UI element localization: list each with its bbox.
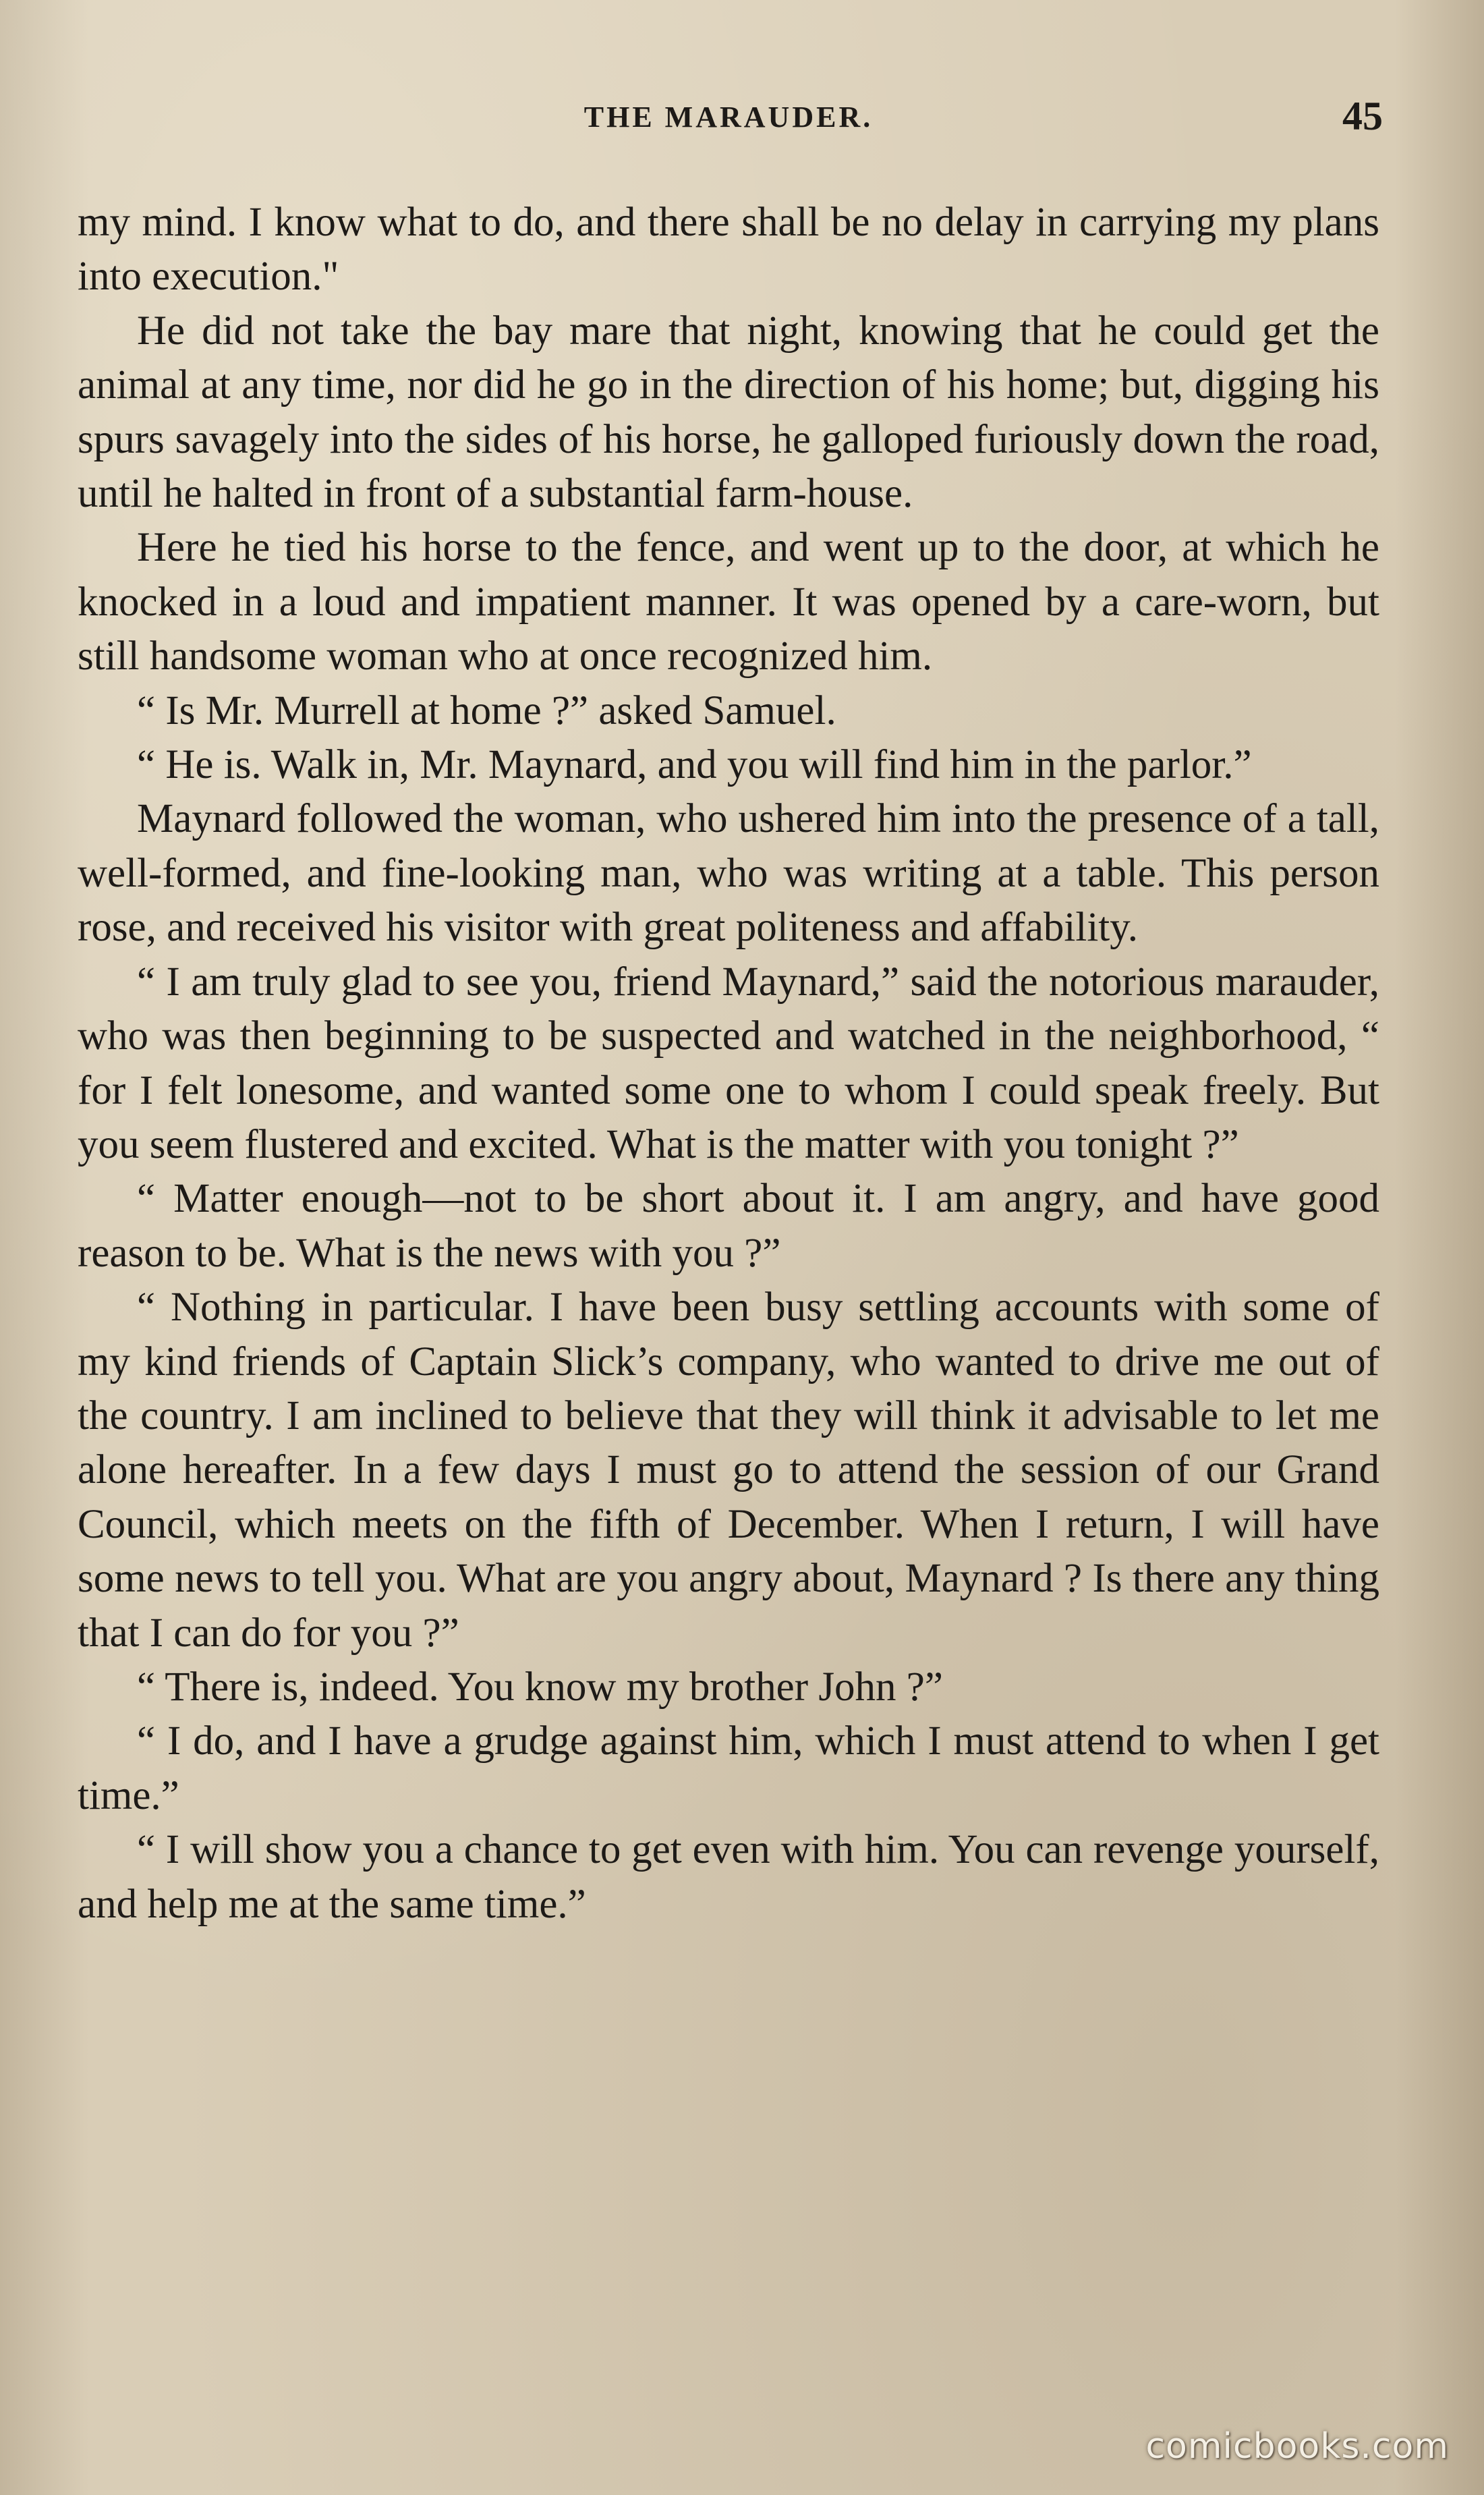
page-number: 45 xyxy=(1342,94,1383,138)
paragraph: “ I do, and I have a grudge against him, which I must attend to when I get time.” xyxy=(78,1718,1379,1818)
running-title: THE MARAUDER. xyxy=(583,101,874,134)
paragraph: “ I will show you a chance to get even with him. You can revenge yourself, and help me at the same time.” xyxy=(78,1827,1379,1927)
paragraph: He did not take the bay mare that night, knowing that he could get the animal at any time, nor did he go in the direction of his home; but, digging his spurs savagely into the sides of his horse, he galloped furiously down the road, until he halted in front of a substantial farm-house. xyxy=(78,308,1379,517)
body-text xyxy=(78,196,1379,1932)
paragraph: “ There is, indeed. You know my brother John ?” xyxy=(137,1664,943,1710)
watermark: comicbooks.com xyxy=(1145,2426,1449,2467)
paragraph: “ Is Mr. Murrell at home ?” asked Samuel. xyxy=(137,688,836,733)
page-header xyxy=(74,93,1383,147)
paragraph: Maynard followed the woman, who ushered him into the presence of a tall, well-formed, and fine-looking man, who was writing at a table. This person rose, and received his visitor with great politeness and affability. xyxy=(78,796,1379,951)
paragraph: Here he tied his horse to the fence, and went up to the door, at which he knocked in a loud and impatient manner. It was opened by a care-worn, but still handsome woman who at once recognized him. xyxy=(78,525,1379,679)
paragraph: “ He is. Walk in, Mr. Maynard, and you will find him in the parlor.” xyxy=(137,742,1252,788)
paragraph: “ I am truly glad to see you, friend Maynard,” said the notorious marauder, who was then beginning to be suspected and watched in the neighborhood, “ for I felt lonesome, and wanted some one to whom I could speak freely. But you seem flustered and excited. What is the matter with you tonight ?” xyxy=(78,959,1379,1167)
paragraph-continuation: my mind. I know what to do, and there shall be no delay in carrying my plans into execution." xyxy=(78,200,1379,300)
paragraph: “ Matter enough—not to be short about it. I am angry, and have good reason to be. What is the news with you ?” xyxy=(78,1176,1379,1276)
paragraph: “ Nothing in particular. I have been busy settling accounts with some of my kind friends of Captain Slick’s company, who wanted to drive me out of the country. I am inclined to believe that they will think it advisable to let me alone hereafter. In a few days I must go to attend the session of our Grand Council, which meets on the fifth of December. When I return, I will have some news to tell you. What are you angry about, Maynard ? Is there any thing that I can do for you ?” xyxy=(78,1285,1379,1656)
